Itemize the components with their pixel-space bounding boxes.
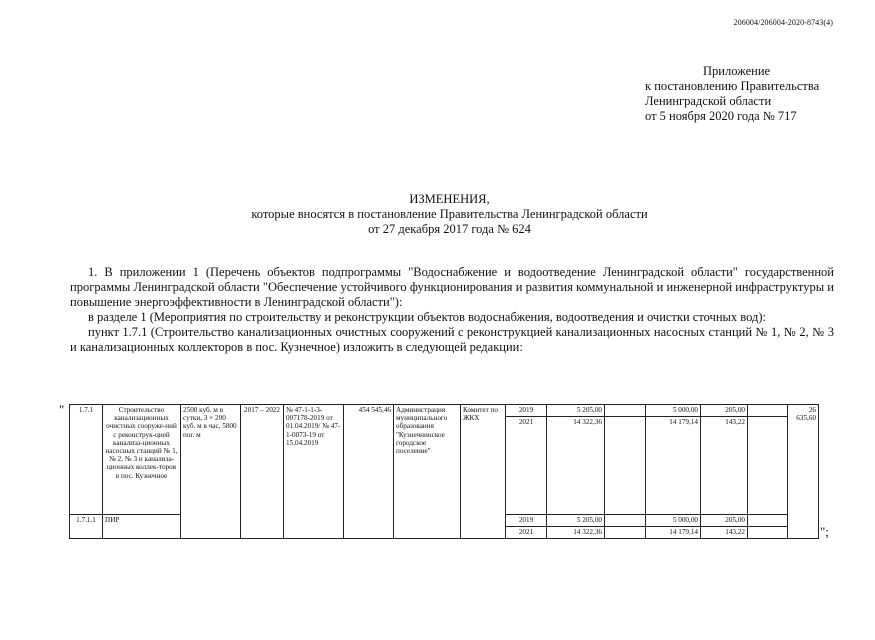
- cell-federal: [605, 405, 646, 417]
- cell-year: 2021: [506, 417, 547, 515]
- document-subtitle-date: от 27 декабря 2017 года № 624: [368, 222, 531, 236]
- cell-federal: [605, 417, 646, 515]
- cell-regional: 14 179,14: [646, 527, 701, 539]
- cell-regional: 5 000,00: [646, 405, 701, 417]
- paragraph: 1. В приложении 1 (Перечень объектов подпрограммы "Водоснабжение и водоотведение Ленинградской области" государственной программы Ленинградской области "Обеспечение устойчивого функционирования и развития коммунальной и инженерной инфраструктуры и повышение энергоэффективности в Ленинградской области"):: [70, 265, 834, 309]
- cell-other: [748, 515, 788, 527]
- cell-regional: 14 179,14: [646, 417, 701, 515]
- document-title: ИЗМЕНЕНИЯ,: [409, 192, 490, 206]
- quote-open-mark: ": [59, 402, 65, 417]
- appendix-line: Приложение: [703, 64, 771, 78]
- cell-total: 14 322,36: [547, 417, 605, 515]
- cell-other: [748, 527, 788, 539]
- document-id: 206004/206004-2020-8743(4): [733, 18, 833, 27]
- cell-other: [748, 405, 788, 417]
- cell-local: 205,00: [701, 515, 748, 527]
- table-row: [70, 405, 819, 417]
- document-subtitle: которые вносятся в постановление Правительства Ленинградской области: [251, 207, 648, 221]
- cell-year: 2019: [506, 405, 547, 417]
- cell-capacity: 2500 куб. м в сутки, 3 × 200 куб. м в час, 5800 пог. м: [181, 405, 241, 539]
- quote-close-mark: ";: [820, 524, 829, 539]
- cell-total: 5 205,00: [547, 515, 605, 527]
- objects-table: [69, 404, 819, 539]
- document-heading: [0, 192, 875, 237]
- cell-num: 1.7.1: [70, 405, 103, 515]
- cell-committee: Комитет по ЖКХ: [461, 405, 506, 539]
- cell-docs: № 47-1-1-3-007178-2019 от 01.04.2019/ № 47-1-0073-19 от 15.04.2019: [284, 405, 344, 539]
- appendix-line: к постановлению Правительства: [645, 79, 820, 93]
- cell-local: 143,22: [701, 527, 748, 539]
- cell-year: 2019: [506, 515, 547, 527]
- cell-other: [748, 417, 788, 515]
- cell-name: ПИР: [103, 515, 181, 539]
- cell-local: 205,00: [701, 405, 748, 417]
- cell-customer: Администрация муниципального образования "Кузнечнинское городское поселение": [394, 405, 461, 539]
- cell-name: Строительство канализационных очистных сооруже-ний с реконструк-цией канализа-ционных насосных станций № 1, № 2, № 3 и канализа-ционных коллек-торов в пос. Кузнечное: [103, 405, 181, 515]
- cell-local: 143,22: [701, 417, 748, 515]
- appendix-line: от 5 ноября 2020 года № 717: [645, 109, 797, 123]
- appendix-block: [645, 64, 819, 124]
- cell-federal: [605, 515, 646, 527]
- cell-cost: 454 545,46: [344, 405, 394, 539]
- cell-total: 5 205,00: [547, 405, 605, 417]
- cell-regional: 5 000,00: [646, 515, 701, 527]
- paragraph: пункт 1.7.1 (Строительство канализационных очистных сооружений с реконструкцией канализационных насосных станций № 1, № 2, № 3 и канализационных коллекторов в пос. Кузнечное) изложить в следующей редакции:: [70, 325, 834, 354]
- cell-total-final: 26 635,60: [788, 405, 819, 539]
- cell-num: 1.7.1.1: [70, 515, 103, 539]
- cell-year: 2021: [506, 527, 547, 539]
- cell-total: 14 322,36: [547, 527, 605, 539]
- paragraph: в разделе 1 (Мероприятия по строительству и реконструкции объектов водоснабжения, водоотведения и очистки сточных вод):: [88, 310, 767, 324]
- appendix-line: Ленинградской области: [645, 94, 772, 108]
- cell-federal: [605, 527, 646, 539]
- cell-period: 2017 – 2022: [241, 405, 284, 539]
- document-body: [70, 265, 834, 355]
